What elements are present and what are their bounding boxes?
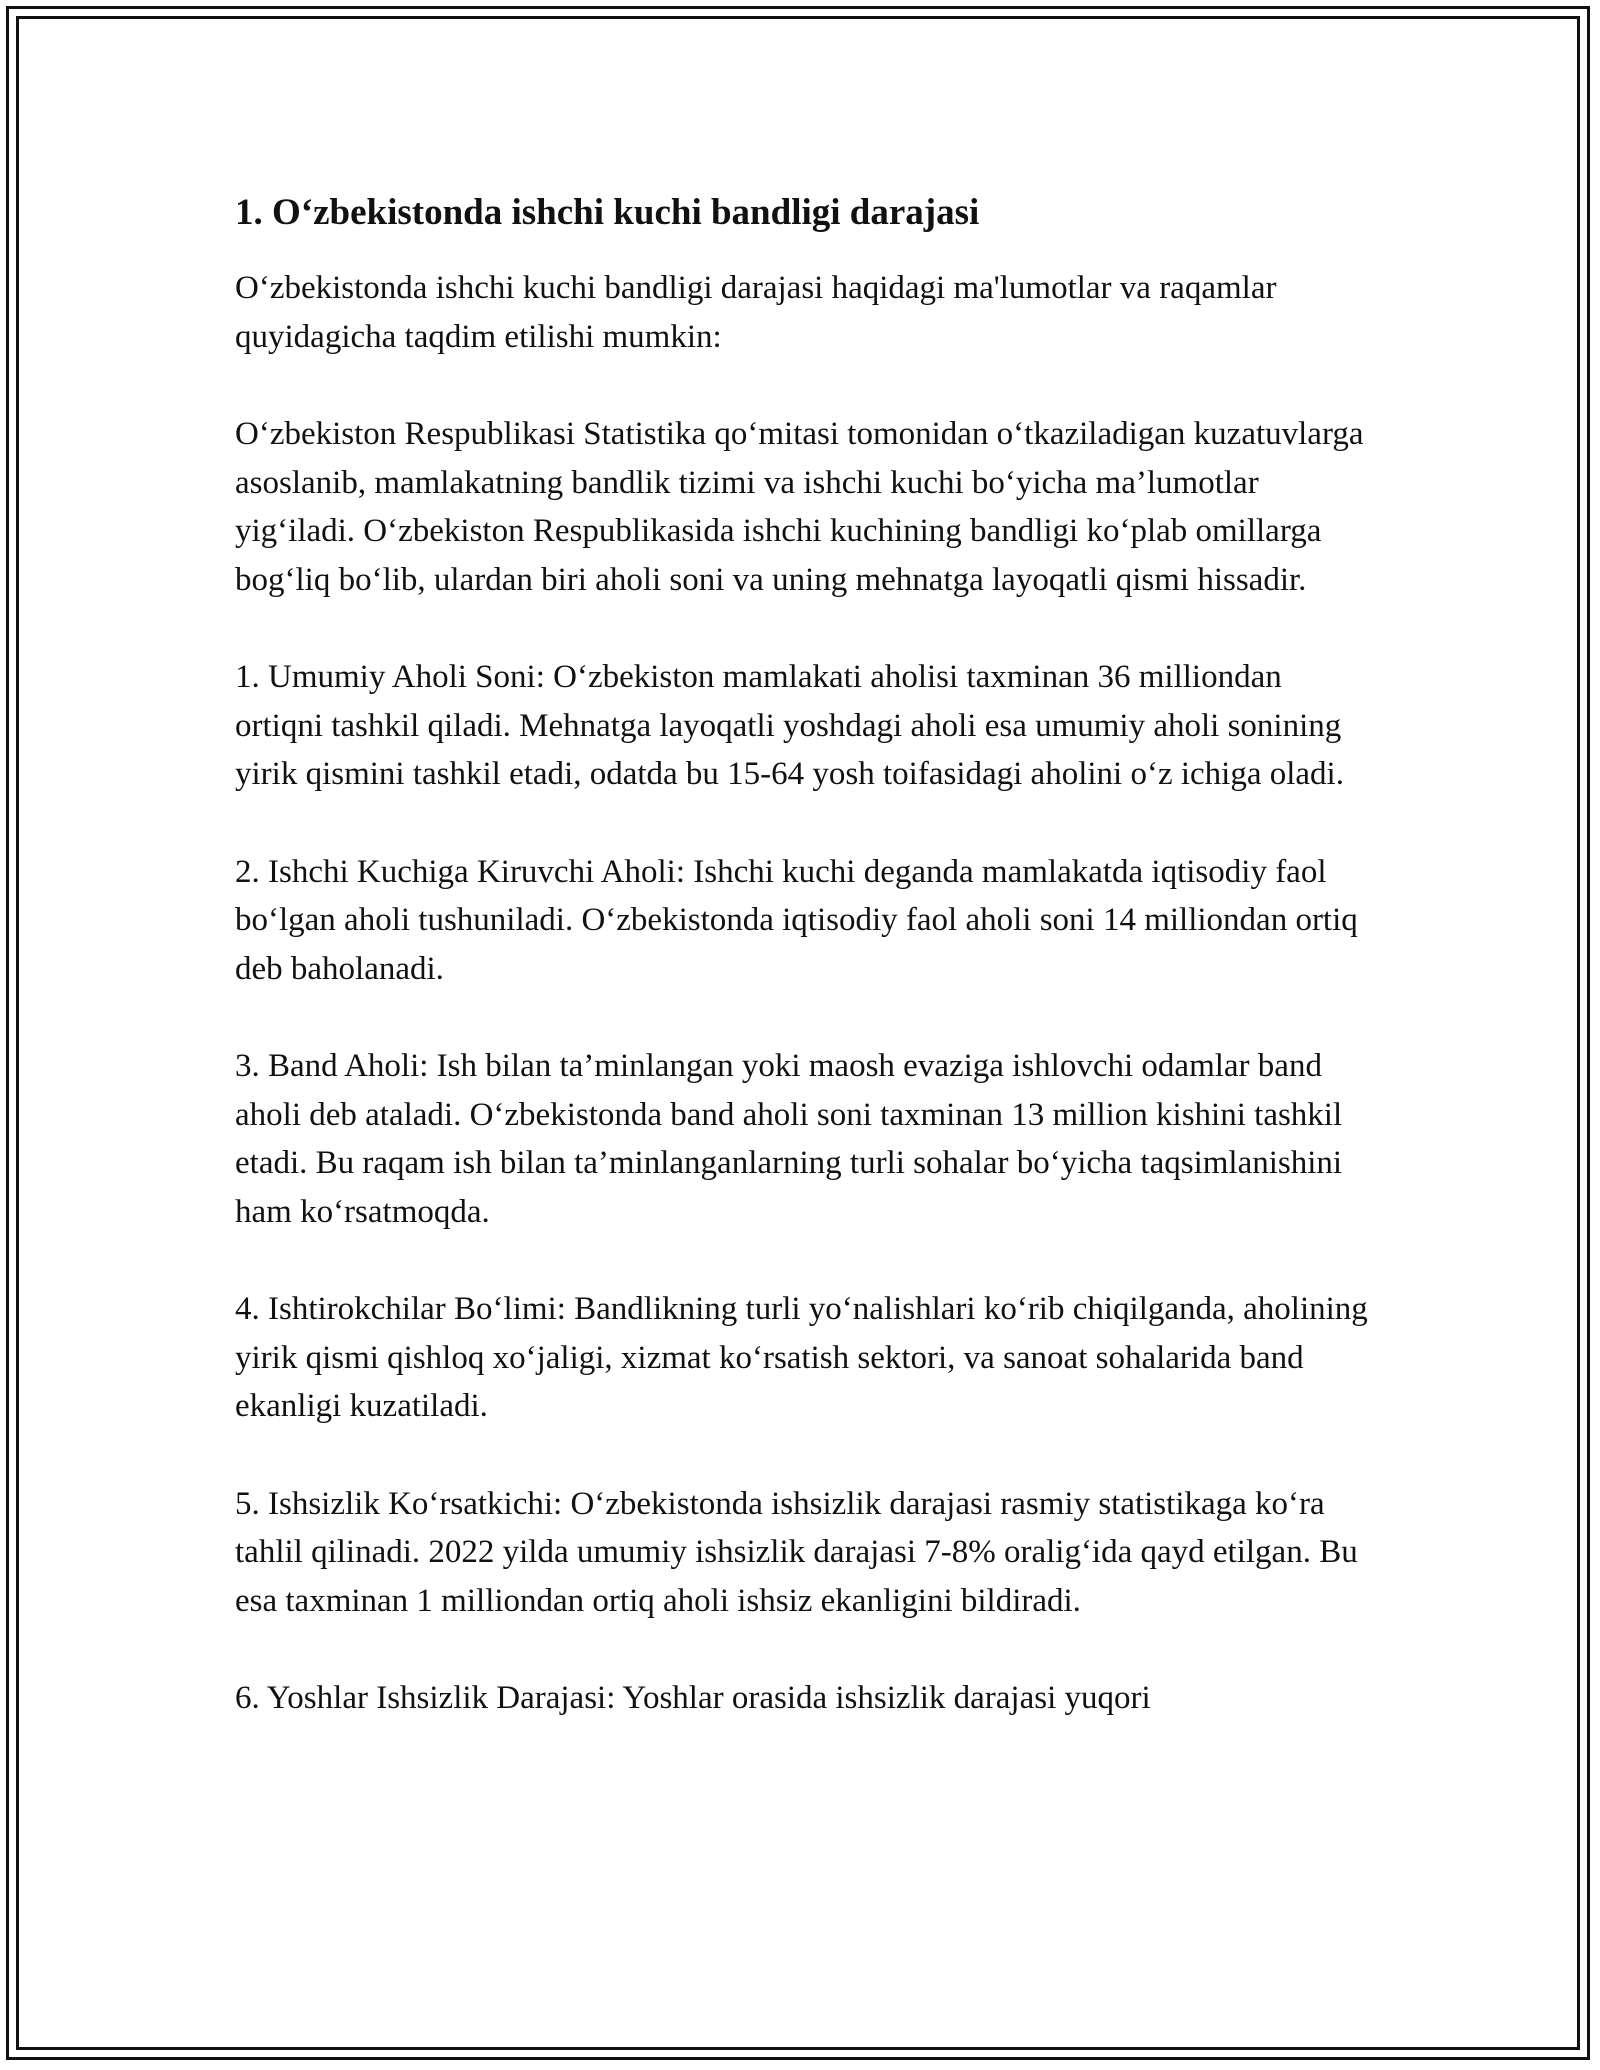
list-item-youth-unemployment: 6. Yoshlar Ishsizlik Darajasi: Yoshlar orasida ishsizlik darajasi yuqori [235, 1680, 1151, 1716]
section-heading: 1. O‘zbekistonda ishchi kuchi bandligi darajasi [235, 192, 980, 233]
document-body [235, 188, 1375, 1772]
list-item-sectors: 4. Ishtirokchilar Bo‘limi: Bandlikning turli yo‘nalishlari ko‘rib chiqilganda, aholining yirik qismi qishloq xo‘jaligi, xizmat ko‘rsatish sektori, va sanoat sohalarida band ekanligi kuzatiladi. [235, 1291, 1368, 1424]
intro-paragraph: O‘zbekistonda ishchi kuchi bandligi darajasi haqidagi ma'lumotlar va raqamlar quyidagicha taqdim etilishi mumkin: [235, 270, 1277, 355]
list-item-unemployment-rate: 5. Ishsizlik Ko‘rsatkichi: O‘zbekistonda ishsizlik darajasi rasmiy statistikaga ko‘ra tahlil qilinadi. 2022 yilda umumiy ishsizlik darajasi 7-8% oralig‘ida qayd etilgan. Bu esa taxminan 1 milliondan ortiq aholi ishsiz ekanligini bildiradi. [235, 1485, 1358, 1619]
list-item-labor-force: 2. Ishchi Kuchiga Kiruvchi Aholi: Ishchi kuchi deganda mamlakatda iqtisodiy faol bo‘lgan aholi tushuniladi. O‘zbekistonda iqtisodiy faol aholi soni 14 milliondan ortiq deb baholanadi. [235, 853, 1358, 987]
statistics-committee-paragraph: O‘zbekiston Respublikasi Statistika qo‘mitasi tomonidan o‘tkaziladigan kuzatuvlarga asoslanib, mamlakatning bandlik tizimi va ishchi kuchi bo‘yicha ma’lumotlar yig‘iladi. O‘zbekiston Respublikasida ishchi kuchining bandligi ko‘plab omillarga bog‘liq bo‘lib, ulardan biri aholi soni va uning mehnatga layoqatli qismi hissadir. [235, 416, 1364, 598]
list-item-employed-population: 3. Band Aholi: Ish bilan ta’minlangan yoki maosh evaziga ishlovchi odamlar band aholi deb ataladi. O‘zbekistonda band aholi soni taxminan 13 million kishini tashkil etadi. Bu raqam ish bilan ta’minlanganlarning turli sohalar bo‘yicha taqsimlanishini ham ko‘rsatmoqda. [235, 1048, 1343, 1230]
list-item-total-population: 1. Umumiy Aholi Soni: O‘zbekiston mamlakati aholisi taxminan 36 milliondan ortiqni tashkil qiladi. Mehnatga layoqatli yoshdagi aholi esa umumiy aholi sonining yirik qismini tashkil etadi, odatda bu 15-64 yosh toifasidagi aholini o‘z ichiga oladi. [235, 659, 1344, 792]
